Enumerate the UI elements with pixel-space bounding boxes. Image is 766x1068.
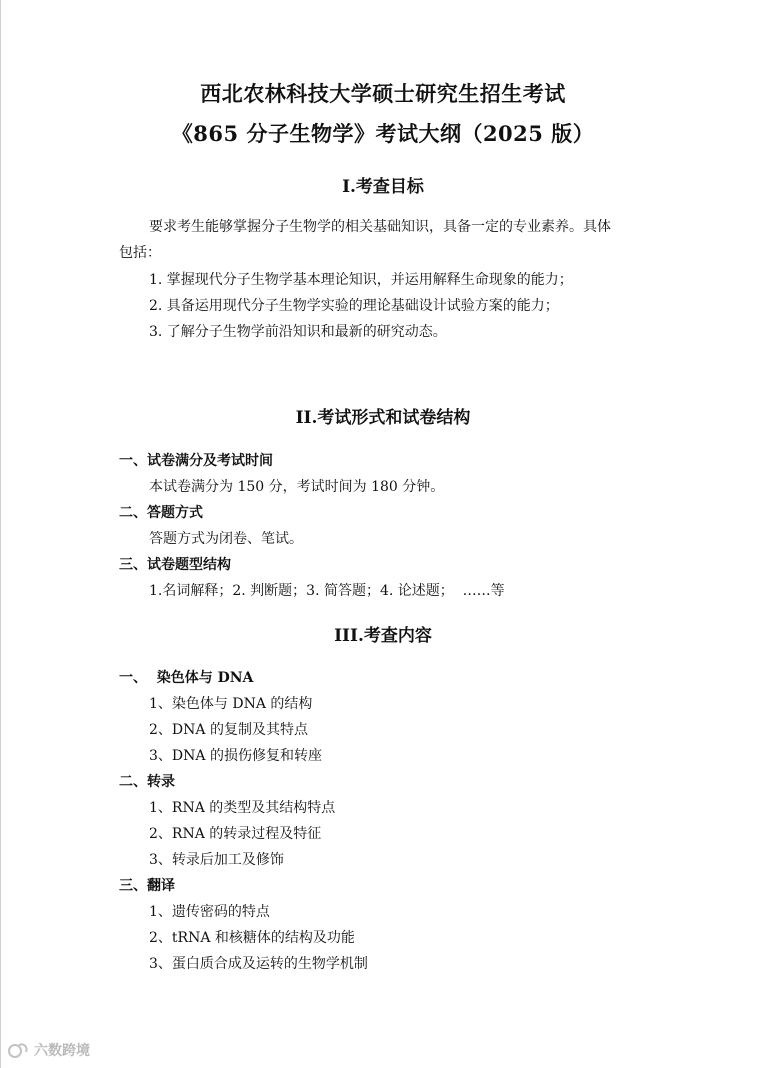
watermark [8,1040,90,1060]
topic-item: 1、RNA 的类型及其结构特点 [149,800,336,816]
topic-item: 2、DNA 的复制及其特点 [149,722,308,738]
topic-item: 2、RNA 的转录过程及特征 [149,826,322,842]
topic-heading-transcription: 二、转录 [119,774,175,790]
objective-item: 1. 掌握现代分子生物学基本理论知识，并运用解释生命现象的能力； [149,272,573,288]
objective-item: 3. 了解分子生物学前沿知识和最新的研究动态。 [149,324,447,340]
intro-paragraph-line1: 要求考生能够掌握分子生物学的相关基础知识，具备一定的专业素养。具体 [149,219,611,235]
topic-item: 3、蛋白质合成及运转的生物学机制 [149,956,368,972]
topic-heading-chromosome-dna: 一、 染色体与 DNA [119,670,254,686]
topic-heading-translation: 三、翻译 [119,878,175,894]
document-title-line2: 《865 分子生物学》考试大纲（2025 版） [171,121,595,146]
section-heading-objectives: I.考查目标 [342,177,424,197]
format-subheading: 一、试卷满分及考试时间 [119,453,273,469]
format-detail: 答题方式为闭卷、笔试。 [149,531,303,547]
intro-paragraph-line2: 包括： [119,245,161,261]
topic-item: 3、DNA 的损伤修复和转座 [149,748,322,764]
section-heading-exam-format: II.考试形式和试卷结构 [295,408,471,428]
format-detail: 本试卷满分为 150 分，考试时间为 180 分钟。 [149,479,445,495]
format-detail: 1.名词解释；2. 判断题；3. 简答题；4. 论述题； ……等 [149,583,505,599]
topic-item: 1、染色体与 DNA 的结构 [149,696,313,712]
watermark-text: 六数跨境 [34,1043,90,1059]
page-border [0,0,1,1068]
topic-item: 2、tRNA 和核糖体的结构及功能 [149,930,355,946]
document-title-line1: 西北农林科技大学硕士研究生招生考试 [200,81,566,106]
format-subheading: 三、试卷题型结构 [119,557,231,573]
format-subheading: 二、答题方式 [119,505,203,521]
topic-item: 3、转录后加工及修饰 [149,852,284,868]
section-heading-content: III.考查内容 [334,626,432,646]
watermark-logo-icon [8,1041,30,1059]
topic-item: 1、遗传密码的特点 [149,904,270,920]
objective-item: 2. 具备运用现代分子生物学实验的理论基础设计试验方案的能力； [149,298,559,314]
